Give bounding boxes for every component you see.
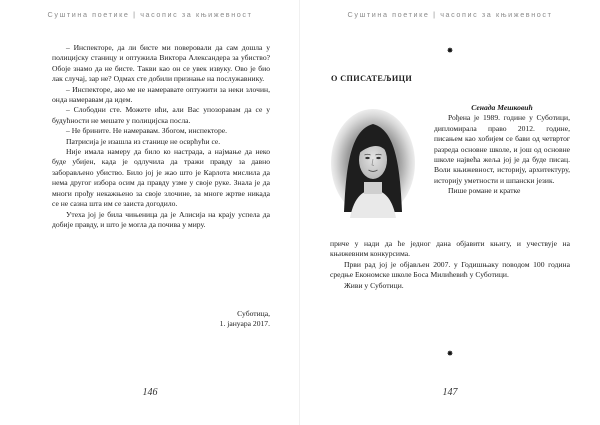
ornament-star-icon: ✸ bbox=[446, 349, 454, 358]
page-number-right: 147 bbox=[442, 387, 458, 398]
page-number-left: 146 bbox=[142, 387, 158, 398]
signoff-place: Суботица, bbox=[237, 309, 270, 318]
bio-paragraph: Рођена је 1989. године у Суботици, дипломирала право 2012. године, писањем као хобијем се бави од четвртог разреда основне школе, и још од основне школе највећа жеља јој је да буде писац. Воли књижевност, историју, архитектуру, историју уметности и шпански језик. bbox=[434, 113, 570, 185]
author-name: Сенада Мешковић bbox=[471, 103, 533, 112]
bio-paragraph: Пише романе и кратке bbox=[448, 186, 521, 196]
running-head-left: Суштина поетике | часопис за књижевност bbox=[47, 10, 253, 19]
section-title: О СПИСАТЕЉИЦИ bbox=[331, 74, 413, 83]
author-portrait-image bbox=[330, 108, 416, 218]
dialogue-paragraph: – Инспекторе, да ли бисте ми поверовали да сам дошла у полицијску станицу и оптужила Виктора Александера за убиство? Обоје знамо да не бисте. Такви као он се увек извуку. Ово је био лак случај, зар не? Одмах сте добили признање на послужавнику. bbox=[52, 43, 270, 84]
right-page bbox=[300, 0, 600, 425]
dialogue-paragraph: – Не брините. Не намеравам. Збогом, инспекторе. bbox=[66, 126, 228, 136]
bio-paragraph: Први рад јој је објављен 2007. у Годишњаку поводом 100 година средње Економске школе Боса Милићевић у Суботици. bbox=[330, 259, 570, 280]
running-head-right: Суштина поетике | часопис за књижевност bbox=[347, 10, 553, 19]
author-bio-continued bbox=[330, 239, 570, 291]
narration-paragraph: Није имала намеру да било ко настрада, а најмање да неко буде убијен, када је одлучила да тражи правду за давно заборављено убиство. Било јој је жао што је Карлота мислила да нема другог избора осим да правду узме у своје руке. Знала је да многи прођу некажњено за своје злочине, за многе жртве никада се не сазна шта им се заиста догодило. bbox=[52, 147, 270, 209]
dialogue-paragraph: – Инспекторе, ако ме не намеравате оптужити за неки злочин, онда намеравам да идем. bbox=[52, 84, 270, 105]
signoff bbox=[150, 309, 270, 330]
author-portrait bbox=[330, 108, 416, 218]
narration-paragraph: Утеха јој је била чињеница да је Алисија на крају успела да добије правду, и што је могла да почива у миру. bbox=[52, 209, 270, 229]
signoff-date: 1. јануара 2017. bbox=[219, 319, 270, 329]
author-bio-beside-photo bbox=[434, 103, 570, 197]
story-ending-text bbox=[52, 43, 270, 230]
dialogue-paragraph: – Слободни сте. Можете ићи, али Вас упозоравам да се у будућности не мешате у полицијска посла. bbox=[52, 105, 270, 125]
ornament-star-icon: ✸ bbox=[446, 46, 454, 55]
narration-paragraph: Патрисија је изашла из станице не осврћући се. bbox=[66, 136, 221, 146]
bio-paragraph: Живи у Суботици. bbox=[344, 280, 404, 290]
bio-paragraph: приче у нади да ће једног дана објавити књигу, и учествује на књижевним конкурсима. bbox=[330, 239, 570, 259]
